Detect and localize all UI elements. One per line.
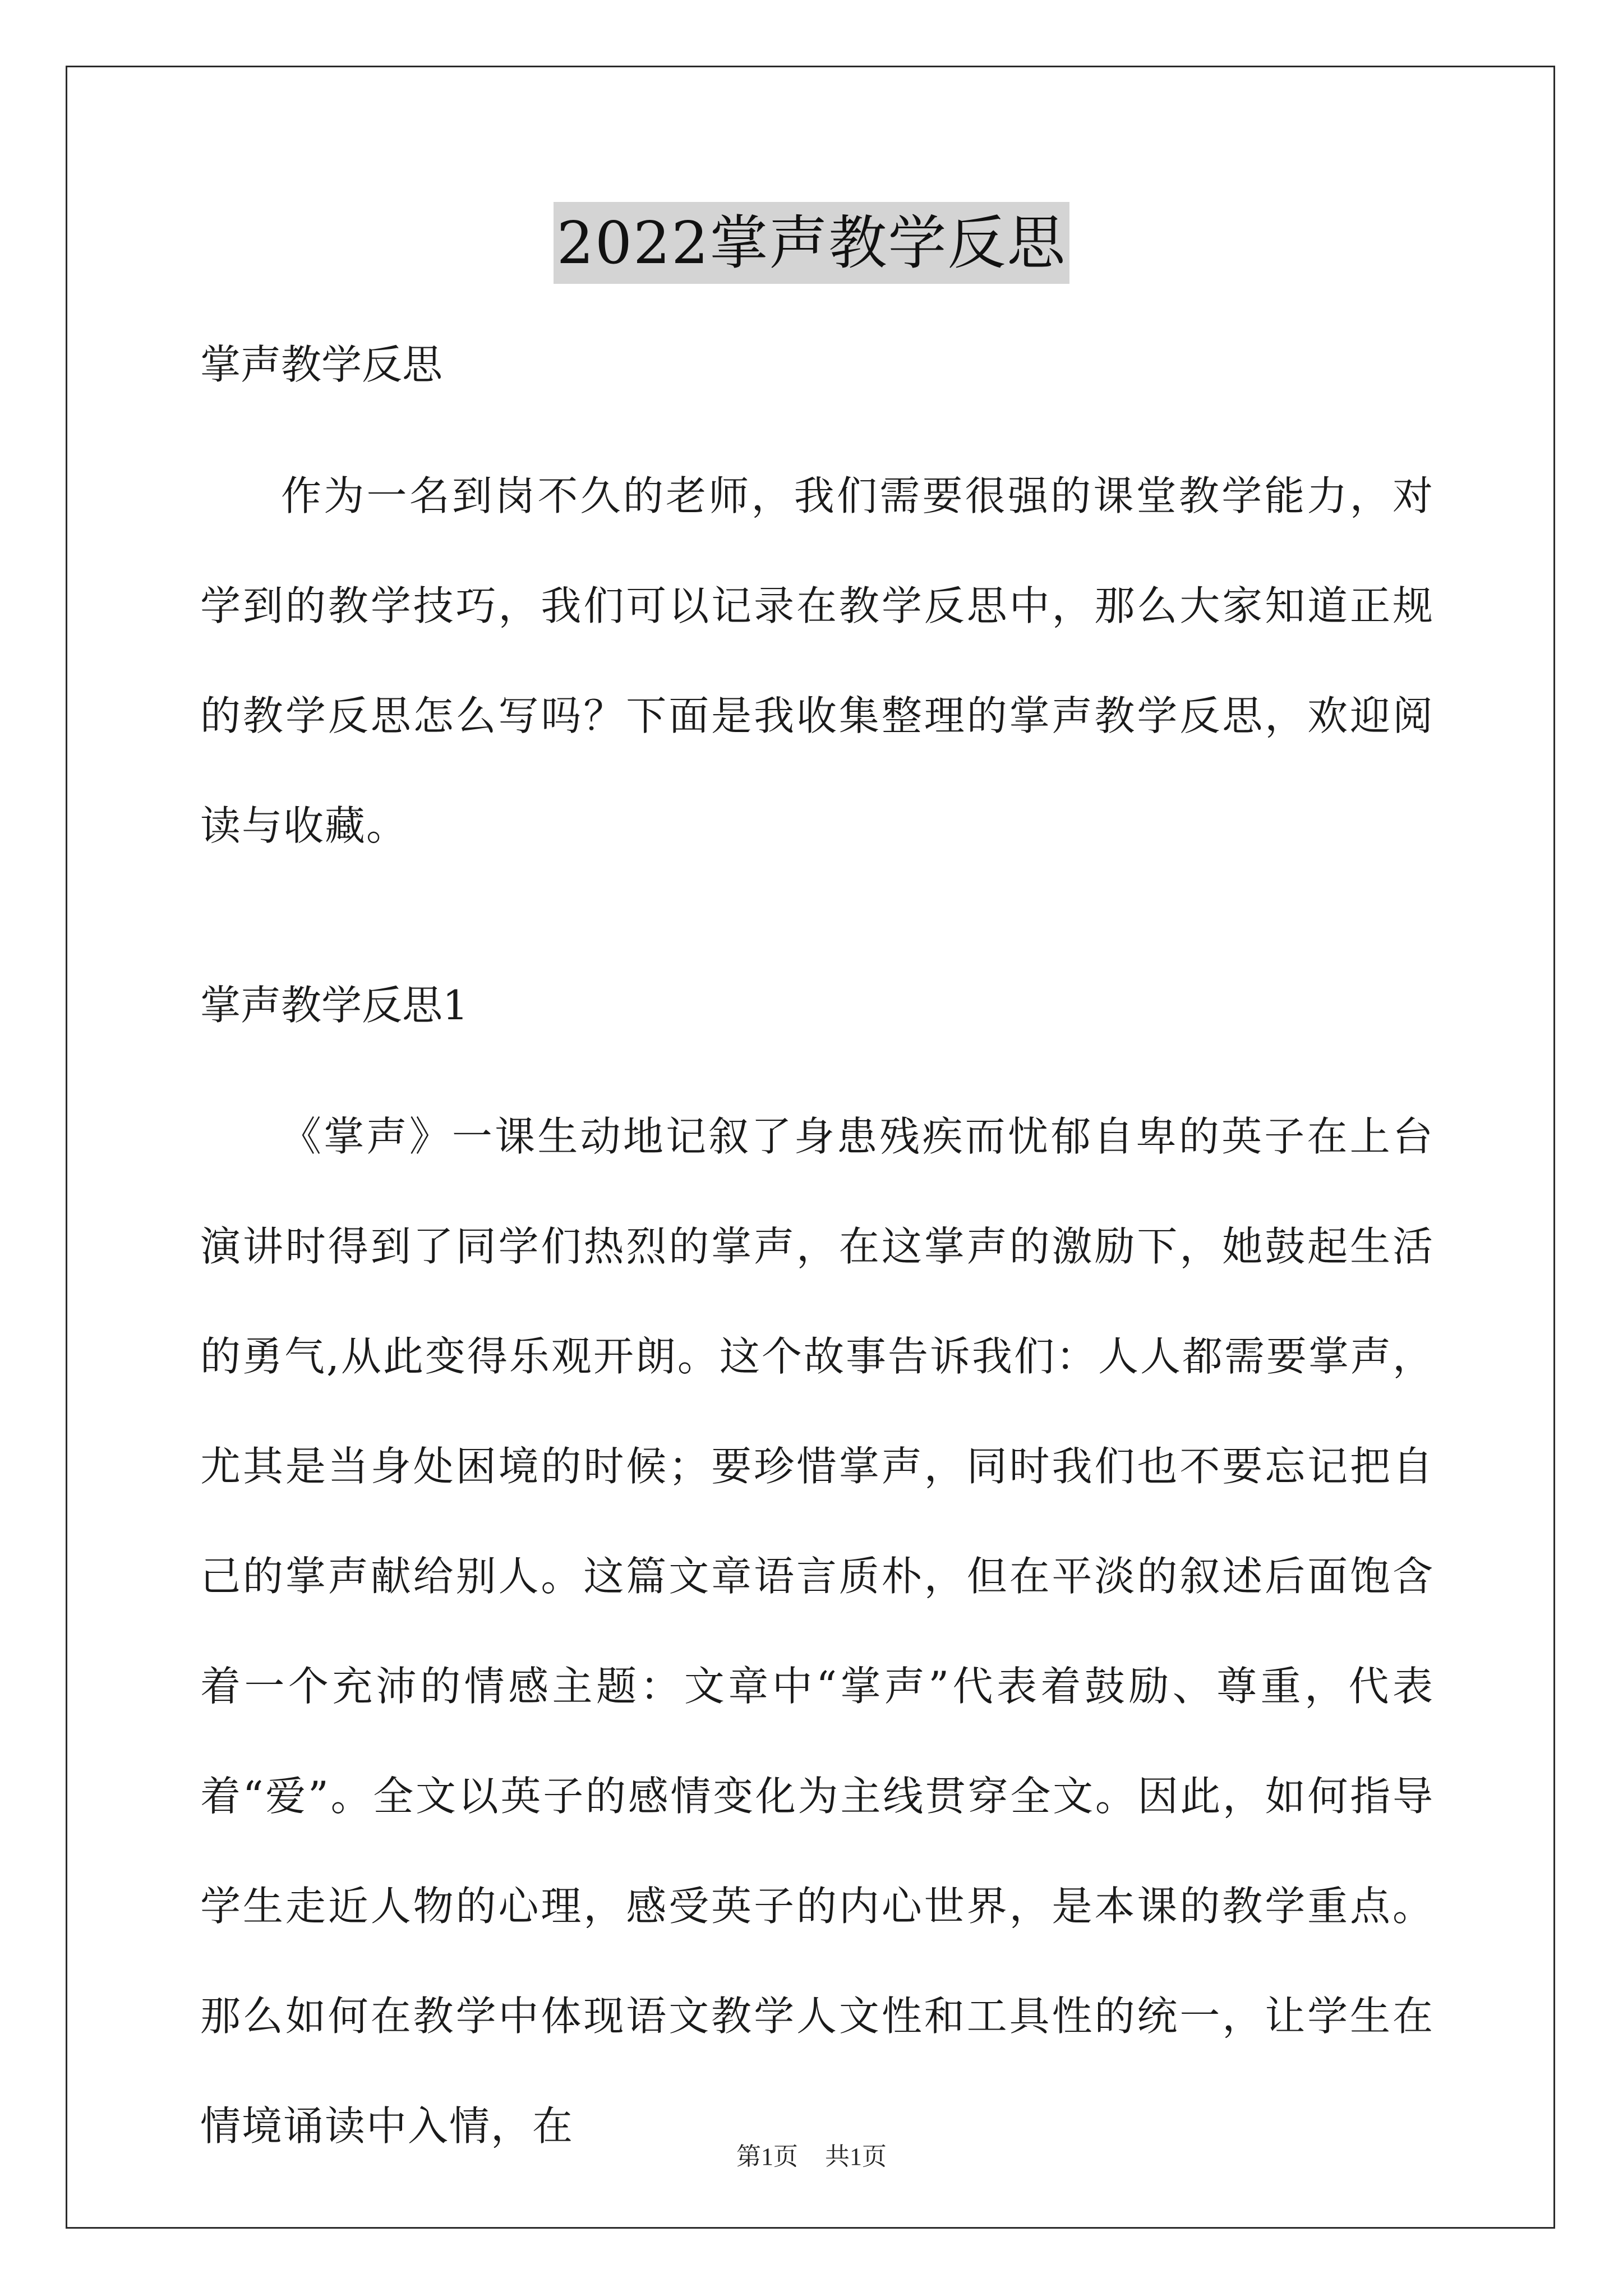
intro-heading: 掌声教学反思 xyxy=(200,341,443,388)
document-title: 2022掌声教学反思 xyxy=(554,202,1070,284)
intro-paragraph: 作为一名到岗不久的老师，我们需要很强的课堂教学能力，对学到的教学技巧，我们可以记录在教学反思中，那么大家知道正规的教学反思怎么写吗？下面是我收集整理的掌声教学反思，欢迎阅读与收藏。 xyxy=(200,472,1434,849)
page-number: 第1页 xyxy=(736,2143,798,2170)
section-1-paragraph: 《掌声》一课生动地记叙了身患残疾而忧郁自卑的英子在上台演讲时得到了同学们热烈的掌声，在这掌声的激励下，她鼓起生活的勇气,从此变得乐观开朗。这个故事告诉我们：人人都需要掌声，尤其是当身处困境的时候；要珍惜掌声，同时我们也不要忘记把自己的掌声献给别人。这篇文章语言质朴，但在平淡的叙述后面饱含着一个充沛的情感主题：文章中“掌声”代表着鼓励、尊重，代表着“爱”。全文以英子的感情变化为主线贯穿全文。因此，如何指导学生走近人物的心理，感受英子的内心世界，是本课的教学重点。 那么如何在教学中体现语文教学人文性和工具性的统一，让学生在情境诵读中入情，在 xyxy=(200,1113,1434,2150)
title-container xyxy=(0,202,1623,284)
section-1-heading: 掌声教学反思1 xyxy=(200,982,468,1029)
page-total: 共1页 xyxy=(825,2143,887,2170)
page-footer xyxy=(0,2140,1623,2174)
document-body xyxy=(200,337,1434,2181)
